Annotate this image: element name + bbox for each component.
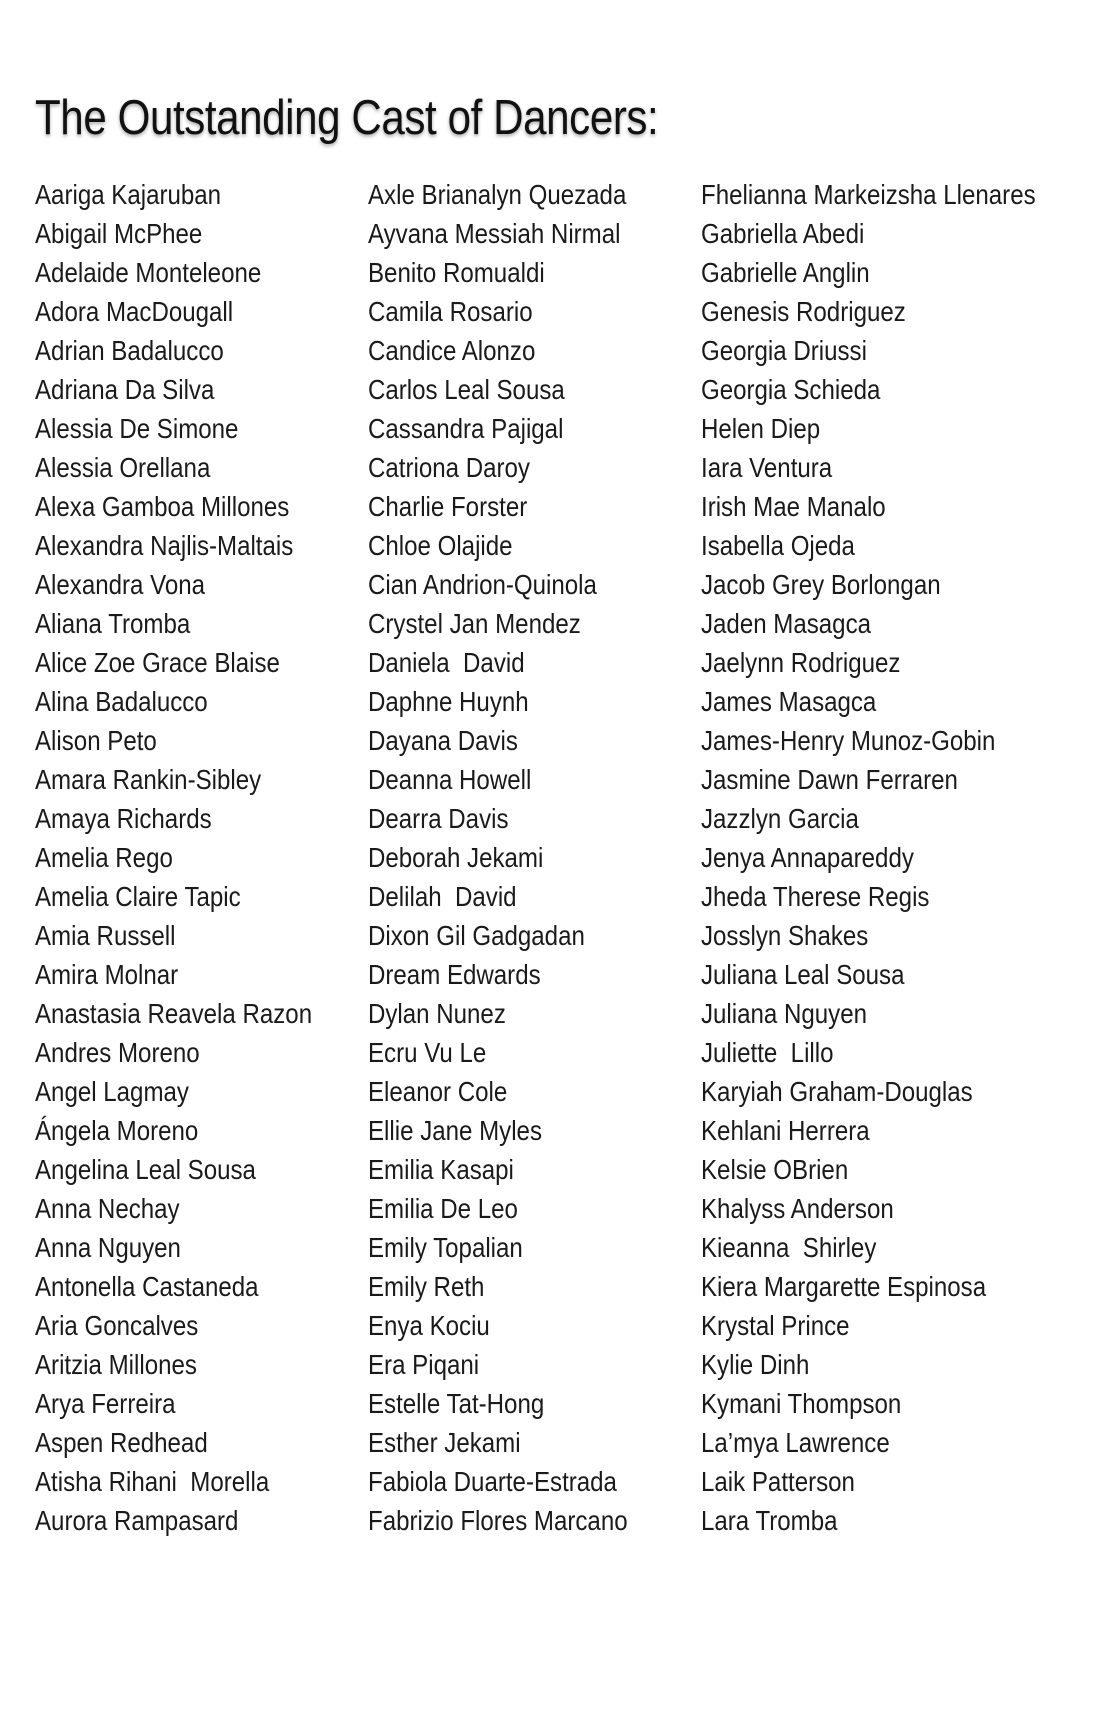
cast-member-name: Estelle Tat-Hong	[368, 1388, 545, 1419]
cast-member-name: Anna Nechay	[35, 1193, 180, 1224]
cast-member-name: Daniela David	[368, 647, 525, 678]
cast-member-name: La’mya Lawrence	[701, 1427, 890, 1458]
cast-member-name: Alessia Orellana	[35, 452, 211, 483]
cast-member-name: Ayvana Messiah Nirmal	[368, 218, 621, 249]
cast-member-name: Dearra Davis	[368, 803, 509, 834]
cast-member-name: Era Piqani	[368, 1349, 480, 1380]
cast-member-name: Genesis Rodriguez	[701, 296, 906, 327]
cast-member-name: Emilia De Leo	[368, 1193, 518, 1224]
cast-member-name: Emily Reth	[368, 1271, 485, 1302]
cast-member-name: Arya Ferreira	[35, 1388, 176, 1419]
cast-member-name: Aria Goncalves	[35, 1310, 199, 1341]
cast-column-1	[35, 175, 312, 1540]
cast-member-name: Fhelianna Markeizsha Llenares	[701, 179, 1036, 210]
cast-member-name: Angel Lagmay	[35, 1076, 189, 1107]
cast-member-name: Candice Alonzo	[368, 335, 536, 366]
cast-member-name: Ángela Moreno	[35, 1115, 199, 1146]
cast-member-name: Juliana Nguyen	[701, 998, 868, 1029]
cast-member-name: James Masagca	[701, 686, 877, 717]
cast-member-name: Dylan Nunez	[368, 998, 506, 1029]
cast-member-name: Dayana Davis	[368, 725, 518, 756]
cast-member-name: Catriona Daroy	[368, 452, 530, 483]
cast-member-name: Kylie Dinh	[701, 1349, 810, 1380]
cast-member-name: Axle Brianalyn Quezada	[368, 179, 627, 210]
cast-member-name: Iara Ventura	[701, 452, 833, 483]
cast-member-name: Jazzlyn Garcia	[701, 803, 859, 834]
cast-member-name: Juliette Lillo	[701, 1037, 834, 1068]
cast-member-name: Kieanna Shirley	[701, 1232, 877, 1263]
cast-member-name: Georgia Driussi	[701, 335, 867, 366]
cast-member-name: Cian Andrion-Quinola	[368, 569, 597, 600]
cast-member-name: Helen Diep	[701, 413, 821, 444]
cast-member-name: Adelaide Monteleone	[35, 257, 262, 288]
cast-member-name: Amelia Rego	[35, 842, 173, 873]
cast-member-name: Cassandra Pajigal	[368, 413, 564, 444]
cast-member-name: Amaya Richards	[35, 803, 212, 834]
cast-member-name: James-Henry Munoz-Gobin	[701, 725, 996, 756]
cast-member-name: Emily Topalian	[368, 1232, 523, 1263]
cast-member-name: Krystal Prince	[701, 1310, 850, 1341]
cast-member-name: Aliana Tromba	[35, 608, 191, 639]
cast-member-name: Irish Mae Manalo	[701, 491, 886, 522]
cast-member-name: Atisha Rihani Morella	[35, 1466, 270, 1497]
cast-member-name: Isabella Ojeda	[701, 530, 855, 561]
cast-member-name: Jenya Annapareddy	[701, 842, 914, 873]
cast-member-name: Adriana Da Silva	[35, 374, 215, 405]
cast-member-name: Esther Jekami	[368, 1427, 521, 1458]
cast-member-name: Kelsie OBrien	[701, 1154, 849, 1185]
cast-member-name: Alice Zoe Grace Blaise	[35, 647, 280, 678]
cast-member-name: Ellie Jane Myles	[368, 1115, 542, 1146]
cast-member-name: Jaden Masagca	[701, 608, 872, 639]
cast-member-name: Kymani Thompson	[701, 1388, 902, 1419]
cast-member-name: Kiera Margarette Espinosa	[701, 1271, 987, 1302]
cast-member-name: Adora MacDougall	[35, 296, 234, 327]
cast-member-name: Alison Peto	[35, 725, 157, 756]
cast-member-name: Enya Kociu	[368, 1310, 490, 1341]
cast-member-name: Carlos Leal Sousa	[368, 374, 565, 405]
cast-member-name: Amira Molnar	[35, 959, 179, 990]
cast-member-name: Fabrizio Flores Marcano	[368, 1505, 628, 1536]
cast-member-name: Jaelynn Rodriguez	[701, 647, 901, 678]
cast-member-name: Aurora Rampasard	[35, 1505, 239, 1536]
cast-member-name: Andres Moreno	[35, 1037, 200, 1068]
cast-member-name: Amelia Claire Tapic	[35, 881, 241, 912]
cast-member-name: Aspen Redhead	[35, 1427, 208, 1458]
cast-member-name: Charlie Forster	[368, 491, 528, 522]
cast-member-name: Benito Romualdi	[368, 257, 545, 288]
cast-member-name: Ecru Vu Le	[368, 1037, 487, 1068]
cast-member-name: Kehlani Herrera	[701, 1115, 870, 1146]
cast-member-name: Dixon Gil Gadgadan	[368, 920, 585, 951]
cast-member-name: Juliana Leal Sousa	[701, 959, 905, 990]
cast-member-name: Amia Russell	[35, 920, 176, 951]
cast-member-name: Lara Tromba	[701, 1505, 838, 1536]
cast-member-name: Eleanor Cole	[368, 1076, 508, 1107]
cast-member-name: Dream Edwards	[368, 959, 541, 990]
cast-member-name: Alexandra Vona	[35, 569, 206, 600]
cast-member-name: Abigail McPhee	[35, 218, 203, 249]
cast-member-name: Daphne Huynh	[368, 686, 529, 717]
cast-member-name: Gabrielle Anglin	[701, 257, 870, 288]
cast-member-name: Laik Patterson	[701, 1466, 855, 1497]
cast-member-name: Anastasia Reavela Razon	[35, 998, 313, 1029]
cast-column-2	[368, 175, 628, 1540]
cast-member-name: Gabriella Abedi	[701, 218, 865, 249]
cast-member-name: Chloe Olajide	[368, 530, 513, 561]
cast-member-name: Alina Badalucco	[35, 686, 208, 717]
cast-member-name: Amara Rankin-Sibley	[35, 764, 262, 795]
cast-member-name: Antonella Castaneda	[35, 1271, 259, 1302]
cast-column-3	[701, 175, 1036, 1540]
cast-member-name: Alexa Gamboa Millones	[35, 491, 290, 522]
cast-member-name: Delilah David	[368, 881, 517, 912]
page-title: The Outstanding Cast of Dancers:	[35, 91, 659, 145]
cast-member-name: Khalyss Anderson	[701, 1193, 894, 1224]
cast-member-name: Fabiola Duarte-Estrada	[368, 1466, 617, 1497]
cast-member-name: Karyiah Graham-Douglas	[701, 1076, 973, 1107]
cast-member-name: Deborah Jekami	[368, 842, 544, 873]
cast-member-name: Aritzia Millones	[35, 1349, 197, 1380]
cast-member-name: Angelina Leal Sousa	[35, 1154, 256, 1185]
cast-member-name: Crystel Jan Mendez	[368, 608, 581, 639]
cast-member-name: Josslyn Shakes	[701, 920, 869, 951]
cast-member-name: Emilia Kasapi	[368, 1154, 514, 1185]
cast-member-name: Anna Nguyen	[35, 1232, 181, 1263]
cast-member-name: Adrian Badalucco	[35, 335, 224, 366]
cast-member-name: Georgia Schieda	[701, 374, 881, 405]
cast-member-name: Jasmine Dawn Ferraren	[701, 764, 958, 795]
cast-member-name: Jheda Therese Regis	[701, 881, 930, 912]
cast-member-name: Alessia De Simone	[35, 413, 239, 444]
cast-member-name: Jacob Grey Borlongan	[701, 569, 941, 600]
cast-member-name: Aariga Kajaruban	[35, 179, 222, 210]
cast-member-name: Camila Rosario	[368, 296, 533, 327]
cast-member-name: Alexandra Najlis-Maltais	[35, 530, 294, 561]
cast-member-name: Deanna Howell	[368, 764, 532, 795]
